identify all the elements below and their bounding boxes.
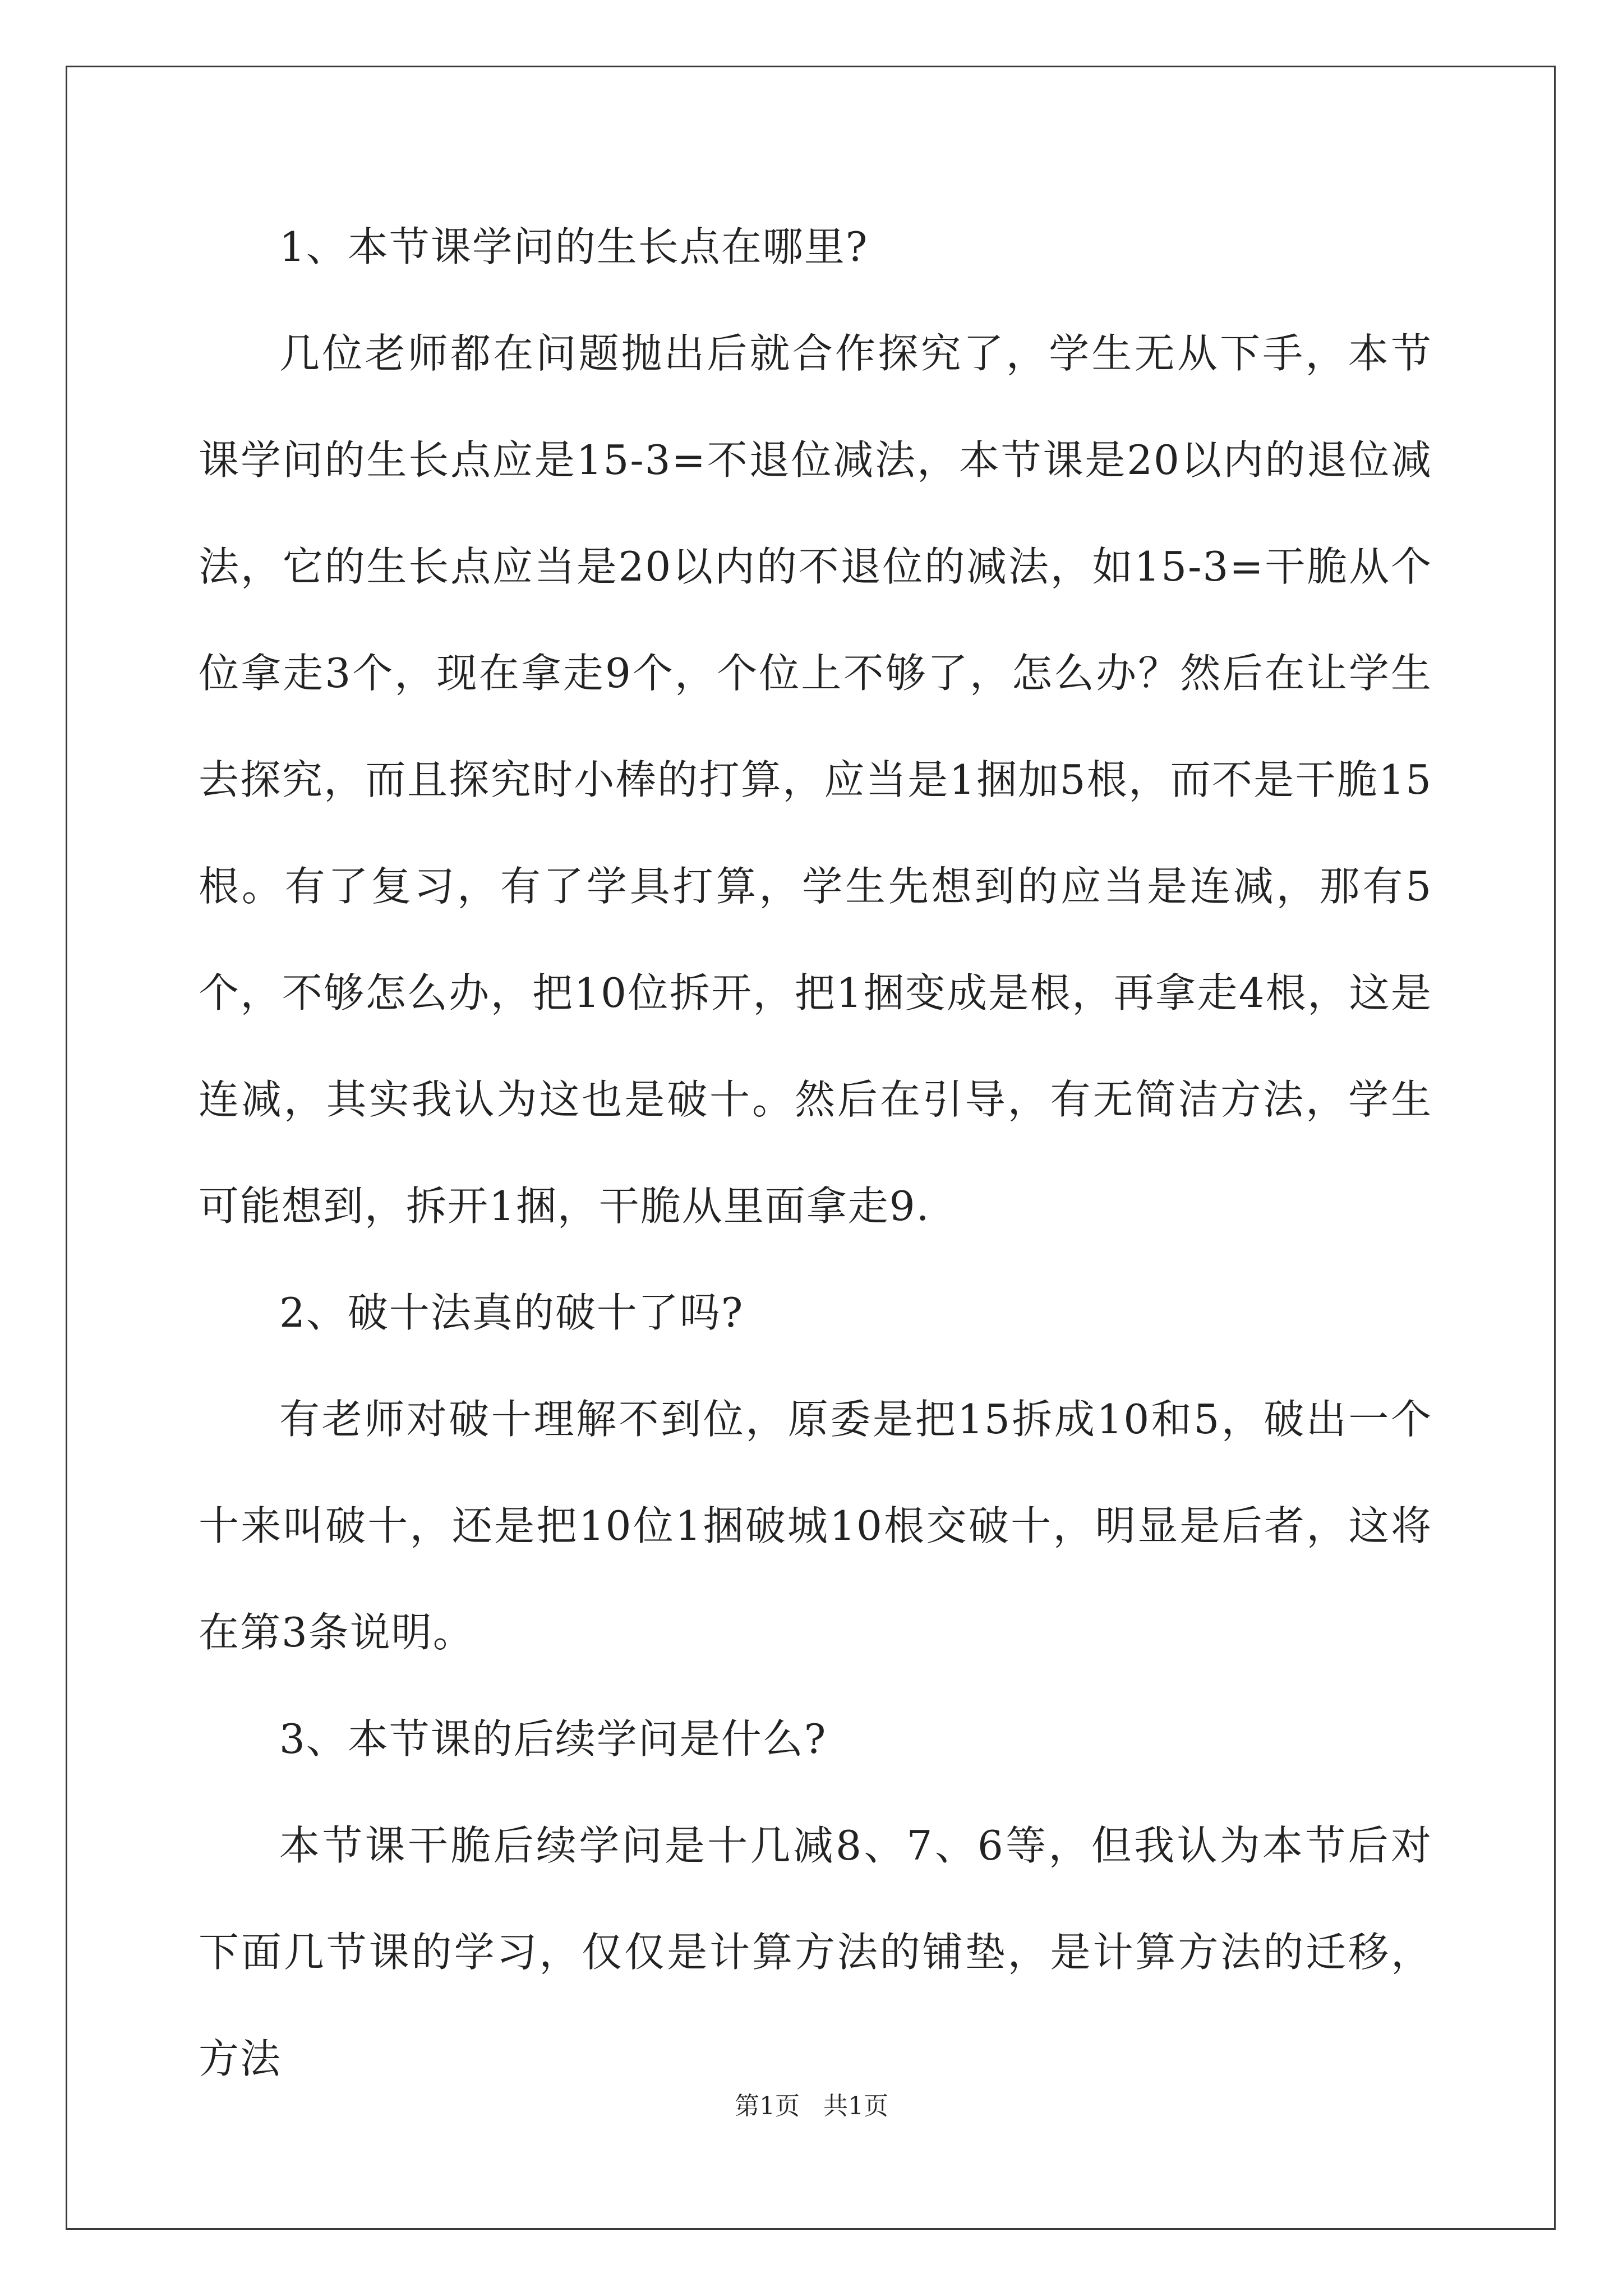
document-body — [199, 194, 1432, 2112]
page-number: 第1页 — [735, 2092, 800, 2120]
page-footer — [0, 2086, 1623, 2122]
paragraph-heading-1: 1、本节课学问的生长点在哪里? — [279, 223, 869, 270]
page-total: 共1页 — [823, 2092, 888, 2120]
paragraph-body-2: 有老师对破十理解不到位，原委是把15拆成10和5，破出一个十来叫破十，还是把10位1捆破城10根交破十，明显是后者，这将在第3条说明。 — [199, 1396, 1432, 1656]
paragraph-body-3: 本节课干脆后续学问是十几减8、7、6等，但我认为本节后对下面几节课的学习，仅仅是计算方法的铺垫，是计算方法的迁移，方法 — [199, 1822, 1432, 2082]
paragraph-heading-2: 2、破十法真的破十了吗? — [279, 1289, 744, 1336]
paragraph-heading-3: 3、本节课的后续学问是什么? — [279, 1715, 827, 1763]
paragraph-body-1: 几位老师都在问题抛出后就合作探究了，学生无从下手，本节课学问的生长点应是15-3=不退位减法，本节课是20以内的退位减法，它的生长点应当是20以内的不退位的减法，如15-3=干脆从个位拿走3个，现在拿走9个，个位上不够了，怎么办？然后在让学生去探究，而且探究时小棒的打算，应当是1捆加5根，而不是干脆15根。有了复习，有了学具打算，学生先想到的应当是连减，那有5个，不够怎么办，把10位拆开，把1捆变成是根，再拿走4根，这是连减，其实我认为这也是破十。然后在引导，有无简洁方法，学生可能想到，拆开1捆，干脆从里面拿走9. — [199, 330, 1432, 1230]
